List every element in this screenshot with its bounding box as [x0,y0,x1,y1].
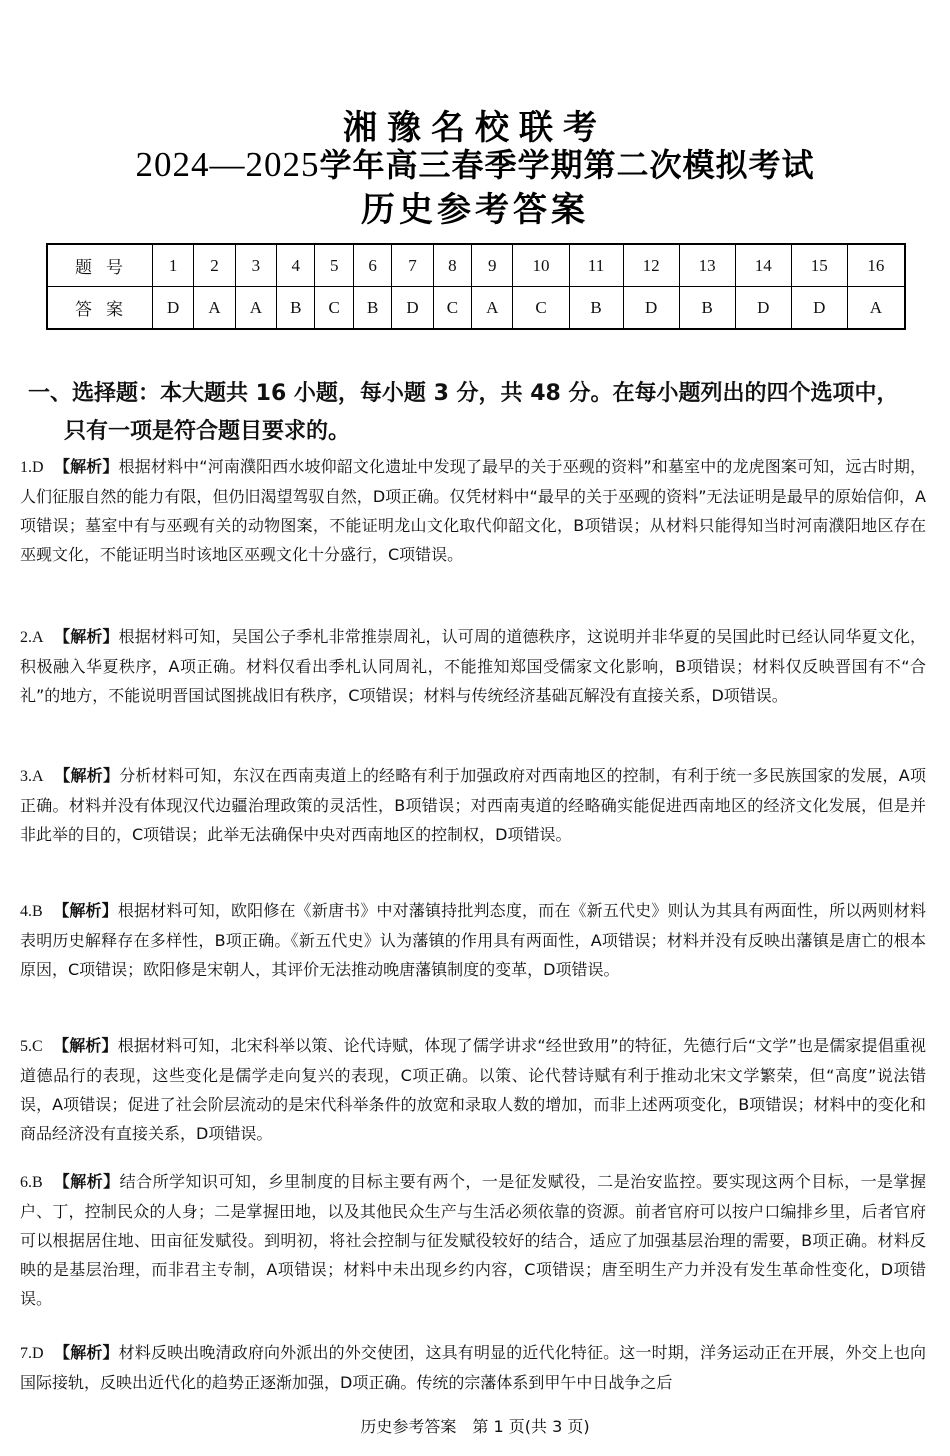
question-answer: 2.A [20,629,44,646]
question-number-cell: 8 [433,244,471,287]
question-number-cell: 5 [315,244,353,287]
question-number-cell: 14 [735,244,791,287]
question-number-cell: 2 [194,244,235,287]
answer-cell: C [433,287,471,330]
explanation-item [20,761,926,849]
question-number-cell: 1 [153,244,194,287]
question-number-cell: 16 [847,244,905,287]
document-title: 历史参考答案 [361,190,589,230]
question-number-cell: 10 [513,244,569,287]
answer-cell: A [194,287,235,330]
answer-cell: D [735,287,791,330]
explanation-text: 根据材料可知，吴国公子季札非常推崇周礼，认可周的道德秩序，这说明并非华夏的吴国此时已经认同华夏文化，积极融入华夏秩序，A项正确。材料仅看出季札认同周礼，不能推知郑国受儒家文化影响，B项错误；材料仅反映晋国有不“合礼”的地方，不能说明晋国试图挑战旧有秩序，C项错误；材料与传统经济基础瓦解没有直接关系，D项错误。 [20,627,926,705]
answer-cell: A [847,287,905,330]
answer-cell: B [353,287,391,330]
exam-organizer-title: 湘豫名校联考 [343,108,607,148]
answer-cell: C [513,287,569,330]
row-label-answer: 答案 [47,287,153,330]
explanation-text: 材料反映出晚清政府向外派出的外交使团，这具有明显的近代化特征。这一时期，洋务运动正在开展，外交上也向国际接轨，反映出近代化的趋势正逐渐加强，D项正确。传统的宗藩体系到甲午中日战争之后 [20,1343,926,1392]
question-number-cell: 12 [623,244,679,287]
answer-key-table [46,243,906,330]
answer-cell: A [235,287,276,330]
row-label-question-number: 题号 [47,244,153,287]
question-number-cell: 13 [679,244,735,287]
answer-cell: D [623,287,679,330]
explanation-item [20,896,926,984]
question-answer: 4.B [20,903,43,920]
explanation-tag: 【解析】 [54,1343,119,1362]
explanation-tag: 【解析】 [53,901,118,920]
answer-cell: A [472,287,513,330]
explanation-tag: 【解析】 [54,766,120,785]
explanation-item [20,1167,926,1313]
question-number-cell: 4 [277,244,315,287]
explanation-item [20,1338,926,1397]
explanation-item [20,1031,926,1148]
explanation-text: 根据材料可知，北宋科举以策、论代诗赋，体现了儒学讲求“经世致用”的特征，先德行后“文学”也是儒家提倡重视道德品行的表现，这些变化是儒学走向复兴的表现，C项正确。以策、论代替诗赋有利于推动北宋文学繁荣，但“高度”说法错误，A项错误；促进了社会阶层流动的是宋代科举条件的放宽和录取人数的增加，而非上述两项变化，B项错误；材料中的变化和商品经济没有直接关系，D项错误。 [20,1036,926,1143]
explanation-tag: 【解析】 [54,627,119,646]
answer-cell: B [679,287,735,330]
explanation-tag: 【解析】 [53,1172,120,1191]
exam-name: 学年高三春季学期第二次模拟考试 [319,146,815,184]
question-answer: 1.D [20,459,44,476]
explanation-text: 分析材料可知，东汉在西南夷道上的经略有利于加强政府对西南地区的控制，有利于统一多民族国家的发展，A项正确。材料并没有体现汉代边疆治理政策的灵活性，B项错误；对西南夷道的经略确实能促进西南地区的经济文化发展，但是并非此举的目的，C项错误；此举无法确保中央对西南地区的控制权，D项错误。 [20,766,926,844]
explanation-tag: 【解析】 [53,1036,118,1055]
answer-cell: D [153,287,194,330]
explanation-text: 根据材料可知，欧阳修在《新唐书》中对藩镇持批判态度，而在《新五代史》则认为其具有两面性，所以两则材料表明历史解释存在多样性，B项正确。《新五代史》认为藩镇的作用具有两面性，A项错误；材料并没有反映出藩镇是唐亡的根本原因，C项错误；欧阳修是宋朝人，其评价无法推动晚唐藩镇制度的变革，D项错误。 [20,901,926,979]
explanation-tag: 【解析】 [54,457,119,476]
section-instructions-line2: 只有一项是符合题目要求的。 [64,419,351,444]
question-answer: 5.C [20,1038,43,1055]
question-number-cell: 3 [235,244,276,287]
answer-row [47,287,905,330]
explanation-item [20,452,926,569]
question-number-cell: 7 [392,244,433,287]
question-answer: 7.D [20,1345,44,1362]
explanation-item [20,622,926,710]
answer-cell: D [392,287,433,330]
question-answer: 6.B [20,1174,43,1191]
question-number-row [47,244,905,287]
answer-cell: B [277,287,315,330]
exam-name-title [0,140,950,186]
question-number-cell: 15 [791,244,847,287]
answer-cell: C [315,287,353,330]
section-instructions [28,375,928,451]
question-answer: 3.A [20,768,44,785]
question-number-cell: 11 [569,244,623,287]
explanation-text: 结合所学知识可知，乡里制度的目标主要有两个，一是征发赋役，二是治安监控。要实现这两个目标，一是掌握户、丁，控制民众的人身；二是掌握田地，以及其他民众生产与生活必须依靠的资源。前者官府可以按户口编排乡里，后者官府可以根据居住地、田亩征发赋役。到明初，将社会控制与征发赋役较好的结合，适应了加强基层治理的需要，B项正确。材料反映的是基层治理，而非君主专制，A项错误；材料中未出现乡约内容，C项错误；唐至明生产力并没有发生革命性变化，D项错误。 [20,1172,926,1308]
section-instructions-line1: 一、选择题：本大题共 16 小题，每小题 3 分，共 48 分。在每小题列出的四个选项中， [28,381,899,406]
question-number-cell: 6 [353,244,391,287]
answer-cell: D [791,287,847,330]
academic-year: 2024—2025 [135,145,320,184]
question-number-cell: 9 [472,244,513,287]
page-footer: 历史参考答案 第 1 页(共 3 页) [360,1417,590,1436]
answer-cell: B [569,287,623,330]
explanation-text: 根据材料中“河南濮阳西水坡仰韶文化遗址中发现了最早的关于巫觋的资料”和墓室中的龙虎图案可知，远古时期，人们征服自然的能力有限，但仍旧渴望驾驭自然，D项正确。仅凭材料中“最早的关于巫觋的资料”无法证明是最早的原始信仰，A项错误；墓室中有与巫觋有关的动物图案，不能证明龙山文化取代仰韶文化，B项错误；从材料只能得知当时河南濮阳地区存在巫觋文化，不能证明当时该地区巫觋文化十分盛行，C项错误。 [20,457,926,564]
